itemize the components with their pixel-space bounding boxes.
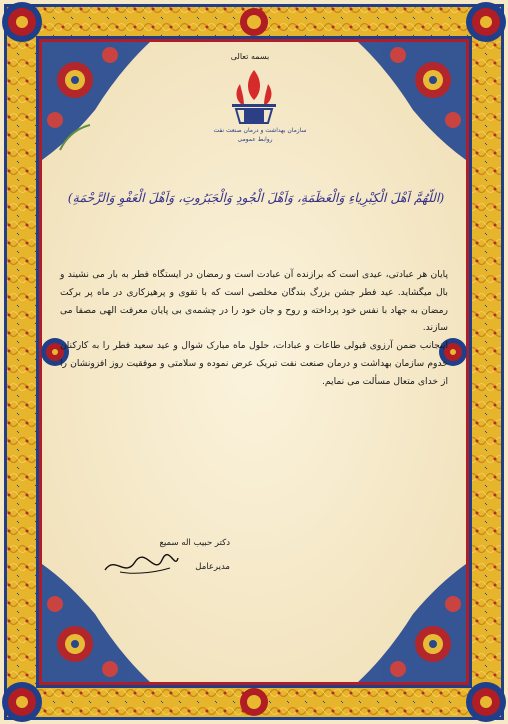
message-body <box>60 266 448 391</box>
message-paragraph-2: اینجانب ضمن آرزوی قبولی طاعات و عبادات، حلول ماه مبارک شوال و عید سعید فطر را به کارکنان خدوم سازمان بهداشت و درمان صنعت نفت تبریک عرض نموده و سلامتی و موفقیت روز افزونشان را از خدای متعال مسألت می نمایم. <box>60 340 448 387</box>
signatory-title: مدیرعامل <box>195 562 230 572</box>
top-invocation-label: بسمه تعالی <box>230 52 270 61</box>
organization-name: سازمان بهداشت و درمان صنعت نفت <box>213 127 307 134</box>
message-paragraph-1: پایان هر عبادتی، عیدی است که برازنده آن عبادت است و رمضان در ایستگاه فطر به بار می نشیند و بال میگشاید. عید فطر جشن بزرگ بندگان مخلصی است که با تقوی و پرهیزکاری در ماه پر برکت رمضان به جهاد با نفس خود پرداخته و روح و جان خود را در چشمه‌ی بی پایان معرفت الهی مصفا می سازند. <box>60 269 448 334</box>
arabic-invocation: (اللّهُمَّ اَهْلَ الْكِبْرِیاءِ وَالْعَظَمَةِ، وَاَهْلَ الْجُودِ وَالْجَبَرُوتِ، وَاَهْلَ الْعَفْوِ وَالرَّحْمَةِ) <box>67 190 445 205</box>
department-name: روابط عمومی <box>237 136 273 143</box>
signatory-name: دکتر حبیب اله سمیع <box>159 538 230 548</box>
